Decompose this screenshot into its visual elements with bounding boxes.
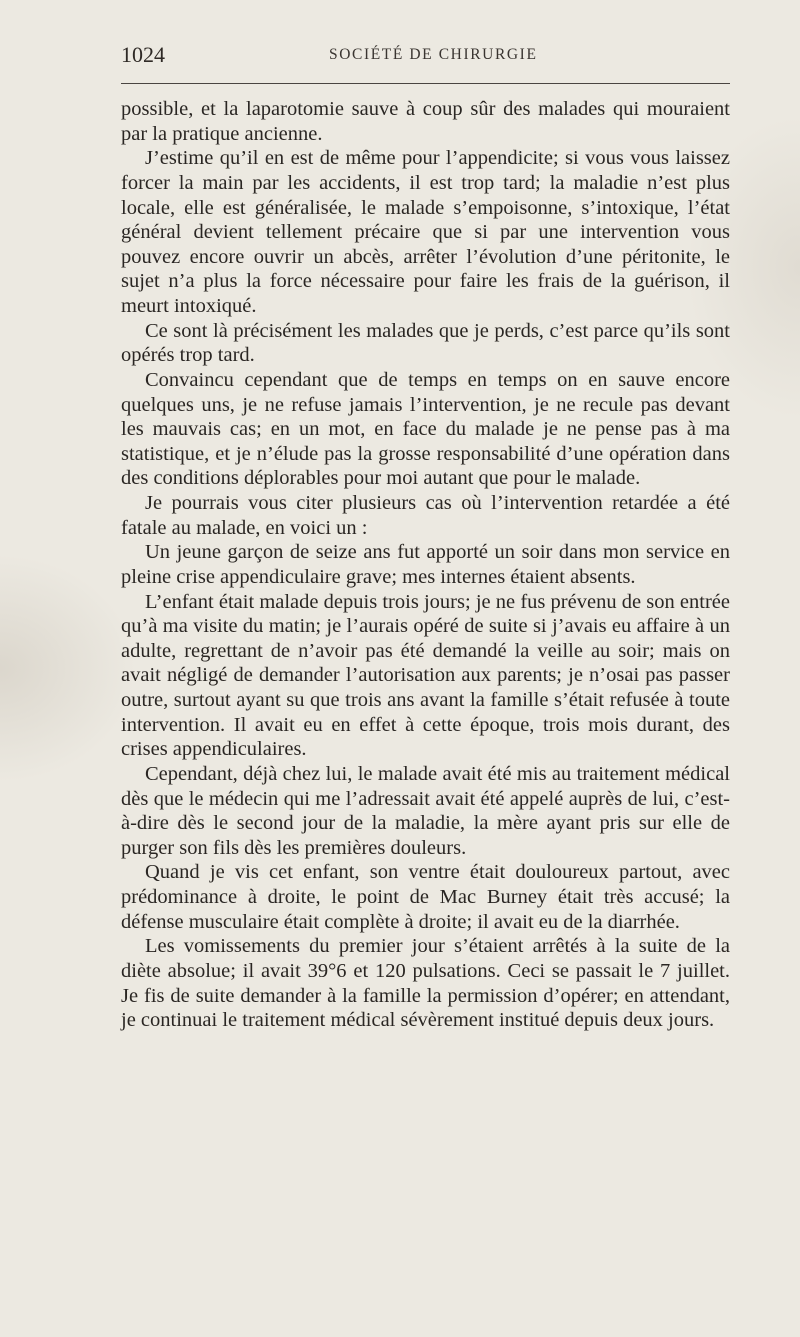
paragraph: Ce sont là précisément les malades que je perds, c’est parce qu’ils sont opérés trop tard.	[121, 319, 730, 367]
paragraph: Un jeune garçon de seize ans fut apporté un soir dans mon service en pleine crise appendiculaire grave; mes internes étaient absents.	[121, 541, 730, 588]
paragraph: Quand je vis cet enfant, son ventre était douloureux partout, avec prédominance à droite, le point de Mac Burney était très accusé; la défense musculaire était complète à droite; il avait eu de la diarrhée.	[121, 861, 730, 933]
paragraph-continuation: possible, et la laparotomie sauve à coup sûr des malades qui mouraient par la pratique ancienne.	[121, 98, 730, 145]
page-header	[121, 42, 730, 72]
page-number: 1024	[121, 42, 165, 67]
body-text	[121, 97, 730, 1033]
paragraph: L’enfant était malade depuis trois jours; je ne fus prévenu de son entrée qu’à ma visite du matin; je l’aurais opéré de suite si j’avais eu affaire à un adulte, regrettant de n’avoir pas été demandé la veille au soir; mais on avait négligé de demander l’autorisation aux parents; je n’osai pas passer outre, surtout ayant su que trois ans avant la famille s’était refusée à toute intervention. Il avait eu en effet à cette époque, trois mois durant, des crises appendiculaires.	[121, 590, 730, 761]
paragraph: Convaincu cependant que de temps en temps on en sauve encore quelques uns, je ne refuse jamais l’intervention, je ne recule pas devant les mauvais cas; en un mot, en face du malade je ne pense pas à ma statistique, et je n’élude pas la grosse responsabilité d’une opération dans des conditions déplorables pour moi autant que pour le malade.	[121, 368, 730, 490]
header-rule	[121, 83, 730, 84]
paragraph: Cependant, déjà chez lui, le malade avait été mis au traitement médical dès que le médecin qui me l’adressait avait été appelé auprès de lui, c’est-à-dire dès le second jour de la maladie, la mère ayant pris sur elle de purger son fils dès les premières douleurs.	[121, 762, 730, 859]
running-title: SOCIÉTÉ DE CHIRURGIE	[329, 46, 538, 63]
paragraph: Les vomissements du premier jour s’étaient arrêtés à la suite de la diète absolue; il avait 39°6 et 120 pulsations. Ceci se passait le 7 juillet. Je fis de suite demander à la famille la permission d’opérer; en attendant, je continuai le traitement médical sévèrement institué depuis deux jours.	[121, 935, 730, 1032]
paragraph: J’estime qu’il en est de même pour l’appendicite; si vous vous laissez forcer la main par les accidents, il est trop tard; la maladie n’est plus locale, elle est généralisée, le malade s’empoisonne, s’intoxique, l’état général devient tellement précaire que si par une intervention vous pouvez encore ouvrir un abcès, arrêter l’évolution d’une péritonite, le sujet n’a plus la force nécessaire pour faire les frais de la guérison, il meurt intoxiqué.	[121, 147, 730, 317]
paragraph: Je pourrais vous citer plusieurs cas où l’intervention retardée a été fatale au malade, en voici un :	[121, 492, 730, 539]
